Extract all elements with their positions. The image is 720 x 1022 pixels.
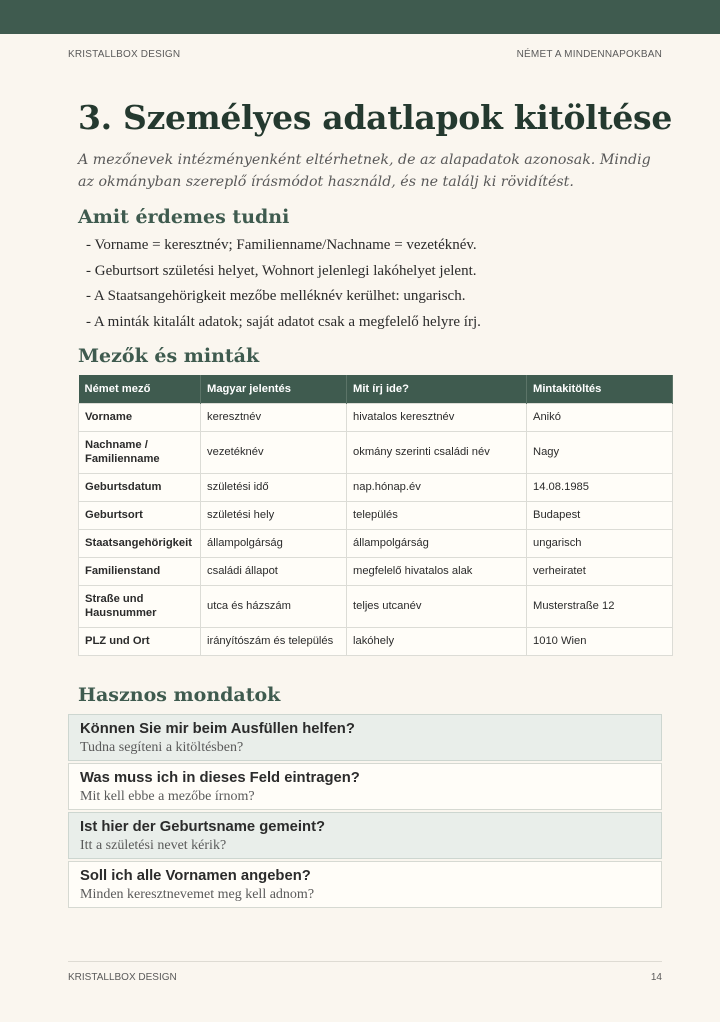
phrase-card xyxy=(68,714,662,761)
fields-heading: Mezők és minták xyxy=(78,345,260,367)
running-header xyxy=(68,49,662,60)
what-to-write-cell: hivatalos keresztnév xyxy=(347,403,527,431)
running-footer xyxy=(68,972,662,983)
table-row xyxy=(79,473,673,501)
hungarian-translation: Mit kell ebbe a mezőbe írnom? xyxy=(80,789,255,804)
column-header: Mit írj ide? xyxy=(347,375,527,403)
sample-cell: verheiratet xyxy=(527,557,673,585)
hungarian-meaning-cell: állampolgárság xyxy=(201,529,347,557)
table-row xyxy=(79,501,673,529)
what-to-write-cell: település xyxy=(347,501,527,529)
table-row xyxy=(79,431,673,473)
german-phrase: Ist hier der Geburtsname gemeint? xyxy=(80,819,326,835)
top-color-band xyxy=(0,0,720,34)
what-to-write-cell: teljes utcanév xyxy=(347,585,527,627)
hungarian-translation: Tudna segíteni a kitöltésben? xyxy=(80,740,244,755)
what-to-write-cell: lakóhely xyxy=(347,627,527,655)
german-field-cell: PLZ und Ort xyxy=(79,627,201,655)
page-title: 3. Személyes adatlapok kitöltése xyxy=(78,98,673,137)
hungarian-meaning-cell: születési hely xyxy=(201,501,347,529)
what-to-write-cell: okmány szerinti családi név xyxy=(347,431,527,473)
column-header: Német mező xyxy=(79,375,201,403)
table-row xyxy=(79,557,673,585)
phrase-card xyxy=(68,861,662,908)
header-book-title: NÉMET A MINDENNAPOKBAN xyxy=(516,49,662,60)
sample-cell: 14.08.1985 xyxy=(527,473,673,501)
fields-table xyxy=(78,375,673,656)
page-number: 14 xyxy=(650,972,662,983)
hungarian-meaning-cell: vezetéknév xyxy=(201,431,347,473)
hungarian-meaning-cell: utca és házszám xyxy=(201,585,347,627)
table-row xyxy=(79,627,673,655)
tip-item: - A Staatsangehörigkeit mezőbe melléknév kerülhet: ungarisch. xyxy=(86,288,466,304)
hungarian-translation: Itt a születési nevet kérik? xyxy=(80,838,227,853)
phrase-card xyxy=(68,763,662,810)
german-phrase: Was muss ich in dieses Feld eintragen? xyxy=(80,770,360,786)
footer-brand: KRISTALLBOX DESIGN xyxy=(68,972,177,983)
hungarian-meaning-cell: keresztnév xyxy=(201,403,347,431)
what-to-write-cell: megfelelő hivatalos alak xyxy=(347,557,527,585)
phrases-heading: Hasznos mondatok xyxy=(78,684,281,706)
hungarian-meaning-cell: irányítószám és település xyxy=(201,627,347,655)
intro-paragraph: A mezőnevek intézményenként eltérhetnek, de az alapadatok azonosak. Mindig az okmányban szereplő írásmódot használd, és ne találj ki rövidítést. xyxy=(78,152,651,190)
table-header-row xyxy=(79,375,673,403)
sample-cell: Musterstraße 12 xyxy=(527,585,673,627)
tip-item: - Vorname = keresztnév; Familienname/Nachname = vezetéknév. xyxy=(86,237,477,253)
sample-cell: Nagy xyxy=(527,431,673,473)
hungarian-meaning-cell: családi állapot xyxy=(201,557,347,585)
hungarian-meaning-cell: születési idő xyxy=(201,473,347,501)
german-field-cell: Straße und Hausnummer xyxy=(79,585,201,627)
phrase-card xyxy=(68,812,662,859)
column-header: Mintakitöltés xyxy=(527,375,673,403)
tip-item: - Geburtsort születési helyet, Wohnort jelenlegi lakóhelyet jelent. xyxy=(86,262,477,279)
german-phrase: Soll ich alle Vornamen angeben? xyxy=(80,868,311,884)
german-field-cell: Nachname / Familienname xyxy=(79,431,201,473)
what-to-write-cell: nap.hónap.év xyxy=(347,473,527,501)
column-header: Magyar jelentés xyxy=(201,375,347,403)
header-brand: KRISTALLBOX DESIGN xyxy=(68,49,181,60)
sample-cell: ungarisch xyxy=(527,529,673,557)
table-row xyxy=(79,403,673,431)
sample-cell: Anikó xyxy=(527,403,673,431)
german-field-cell: Vorname xyxy=(79,403,201,431)
german-field-cell: Geburtsdatum xyxy=(79,473,201,501)
footer-divider xyxy=(68,961,662,962)
table-row xyxy=(79,585,673,627)
tip-item: - A minták kitalált adatok; saját adatot csak a megfelelő helyre írj. xyxy=(86,313,481,330)
hungarian-translation: Minden keresztnevemet meg kell adnom? xyxy=(80,887,315,902)
german-field-cell: Geburtsort xyxy=(79,501,201,529)
sample-cell: 1010 Wien xyxy=(527,627,673,655)
german-field-cell: Familienstand xyxy=(79,557,201,585)
german-field-cell: Staatsangehörigkeit xyxy=(79,529,201,557)
what-to-write-cell: állampolgárság xyxy=(347,529,527,557)
sample-cell: Budapest xyxy=(527,501,673,529)
table-row xyxy=(79,529,673,557)
tips-list xyxy=(86,233,666,335)
tips-heading: Amit érdemes tudni xyxy=(78,206,290,228)
german-phrase: Können Sie mir beim Ausfüllen helfen? xyxy=(80,721,355,737)
phrases-list xyxy=(68,714,662,910)
